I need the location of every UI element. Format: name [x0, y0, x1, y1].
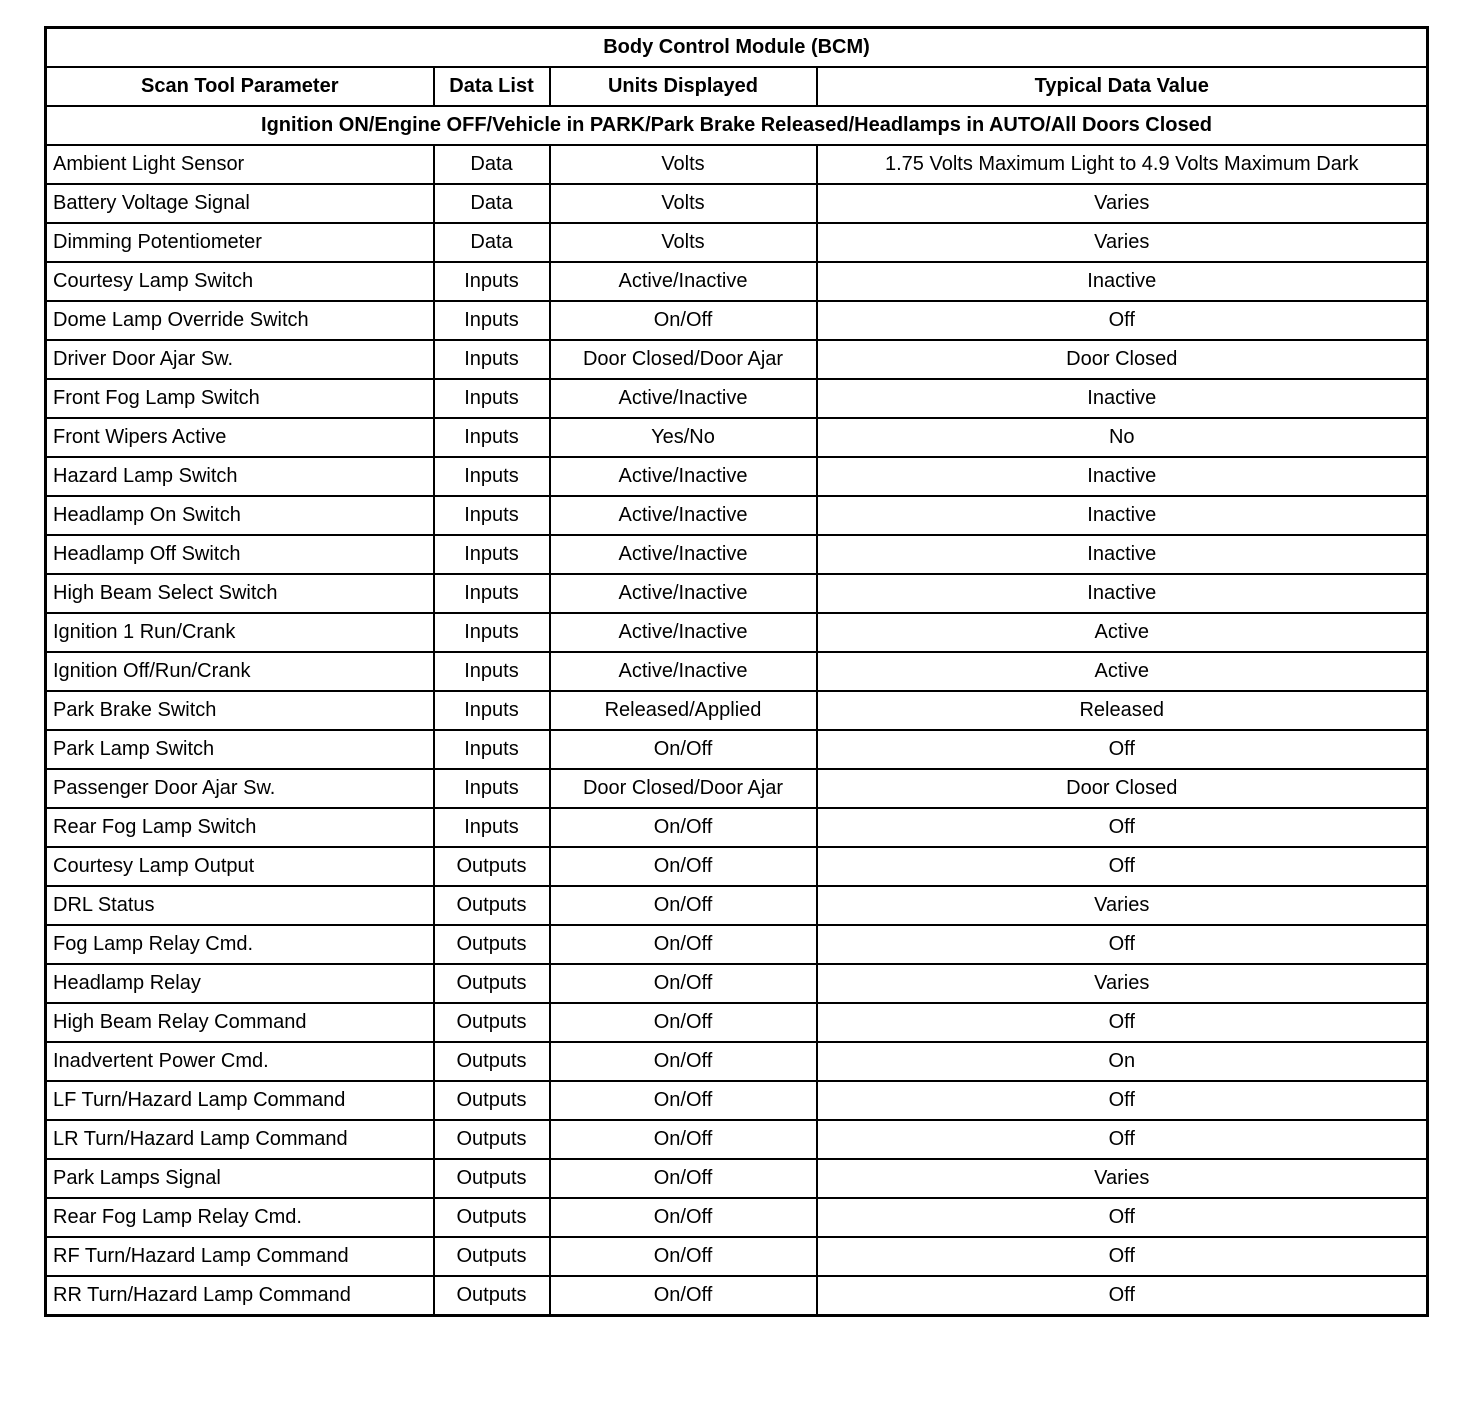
cell-value: Door Closed — [817, 340, 1428, 379]
cell-units: Door Closed/Door Ajar — [550, 769, 817, 808]
cell-data-list: Inputs — [434, 769, 550, 808]
column-header: Scan Tool Parameter — [46, 67, 434, 106]
table-row — [46, 457, 1428, 496]
cell-value: Varies — [817, 964, 1428, 1003]
cell-units: Volts — [550, 184, 817, 223]
table-row — [46, 613, 1428, 652]
cell-parameter: Courtesy Lamp Switch — [46, 262, 434, 301]
cell-parameter: Park Lamps Signal — [46, 1159, 434, 1198]
cell-units: Active/Inactive — [550, 379, 817, 418]
cell-data-list: Outputs — [434, 1198, 550, 1237]
cell-data-list: Data — [434, 145, 550, 184]
cell-value: Off — [817, 1276, 1428, 1316]
cell-units: On/Off — [550, 964, 817, 1003]
cell-value: Varies — [817, 184, 1428, 223]
table-row — [46, 535, 1428, 574]
cell-units: On/Off — [550, 1198, 817, 1237]
cell-parameter: Ambient Light Sensor — [46, 145, 434, 184]
test-conditions: Ignition ON/Engine OFF/Vehicle in PARK/Park Brake Released/Headlamps in AUTO/All Doors Closed — [46, 106, 1428, 145]
cell-data-list: Outputs — [434, 1120, 550, 1159]
column-header-row — [46, 67, 1428, 106]
table-row — [46, 574, 1428, 613]
cell-value: On — [817, 1042, 1428, 1081]
cell-units: On/Off — [550, 1276, 817, 1316]
cell-value: Inactive — [817, 574, 1428, 613]
table-row — [46, 379, 1428, 418]
cell-parameter: Battery Voltage Signal — [46, 184, 434, 223]
table-row — [46, 418, 1428, 457]
cell-units: Released/Applied — [550, 691, 817, 730]
cell-data-list: Inputs — [434, 613, 550, 652]
cell-data-list: Inputs — [434, 574, 550, 613]
cell-value: Off — [817, 1237, 1428, 1276]
cell-value: Active — [817, 652, 1428, 691]
cell-data-list: Inputs — [434, 457, 550, 496]
table-row — [46, 496, 1428, 535]
table-row — [46, 691, 1428, 730]
cell-value: Inactive — [817, 457, 1428, 496]
table-body — [46, 145, 1428, 1316]
cell-parameter: Park Lamp Switch — [46, 730, 434, 769]
table-row — [46, 340, 1428, 379]
cell-units: Volts — [550, 223, 817, 262]
cell-parameter: Dimming Potentiometer — [46, 223, 434, 262]
cell-units: Active/Inactive — [550, 496, 817, 535]
table-row — [46, 652, 1428, 691]
cell-parameter: Park Brake Switch — [46, 691, 434, 730]
cell-units: On/Off — [550, 886, 817, 925]
cell-parameter: Dome Lamp Override Switch — [46, 301, 434, 340]
cell-parameter: Rear Fog Lamp Relay Cmd. — [46, 1198, 434, 1237]
cell-parameter: Courtesy Lamp Output — [46, 847, 434, 886]
cell-parameter: RR Turn/Hazard Lamp Command — [46, 1276, 434, 1316]
cell-value: Varies — [817, 1159, 1428, 1198]
cell-value: Released — [817, 691, 1428, 730]
cell-parameter: Passenger Door Ajar Sw. — [46, 769, 434, 808]
cell-parameter: Front Fog Lamp Switch — [46, 379, 434, 418]
table-row — [46, 886, 1428, 925]
cell-units: On/Off — [550, 1003, 817, 1042]
column-header: Units Displayed — [550, 67, 817, 106]
cell-parameter: Front Wipers Active — [46, 418, 434, 457]
cell-parameter: DRL Status — [46, 886, 434, 925]
cell-value: Off — [817, 301, 1428, 340]
table-row — [46, 925, 1428, 964]
table-title-row — [46, 28, 1428, 68]
cell-value: Off — [817, 1003, 1428, 1042]
cell-units: On/Off — [550, 1120, 817, 1159]
cell-data-list: Inputs — [434, 379, 550, 418]
table-row — [46, 1237, 1428, 1276]
cell-data-list: Inputs — [434, 691, 550, 730]
cell-data-list: Inputs — [434, 730, 550, 769]
cell-value: Door Closed — [817, 769, 1428, 808]
cell-value: Off — [817, 1198, 1428, 1237]
cell-parameter: High Beam Select Switch — [46, 574, 434, 613]
cell-parameter: RF Turn/Hazard Lamp Command — [46, 1237, 434, 1276]
cell-parameter: Ignition 1 Run/Crank — [46, 613, 434, 652]
table-row — [46, 730, 1428, 769]
cell-units: Active/Inactive — [550, 613, 817, 652]
cell-data-list: Outputs — [434, 1237, 550, 1276]
cell-value: Inactive — [817, 535, 1428, 574]
table-row — [46, 1042, 1428, 1081]
cell-data-list: Inputs — [434, 535, 550, 574]
cell-parameter: Inadvertent Power Cmd. — [46, 1042, 434, 1081]
cell-units: Active/Inactive — [550, 535, 817, 574]
cell-data-list: Inputs — [434, 652, 550, 691]
cell-units: Active/Inactive — [550, 652, 817, 691]
cell-data-list: Outputs — [434, 1003, 550, 1042]
cell-units: Yes/No — [550, 418, 817, 457]
test-conditions-row — [46, 106, 1428, 145]
cell-value: Off — [817, 1081, 1428, 1120]
cell-data-list: Inputs — [434, 808, 550, 847]
cell-data-list: Outputs — [434, 1081, 550, 1120]
table-row — [46, 1276, 1428, 1316]
cell-units: Active/Inactive — [550, 262, 817, 301]
cell-parameter: Hazard Lamp Switch — [46, 457, 434, 496]
table-row — [46, 184, 1428, 223]
cell-parameter: High Beam Relay Command — [46, 1003, 434, 1042]
cell-units: On/Off — [550, 1159, 817, 1198]
cell-data-list: Outputs — [434, 964, 550, 1003]
table-row — [46, 262, 1428, 301]
table-row — [46, 808, 1428, 847]
table-row — [46, 847, 1428, 886]
cell-value: Off — [817, 730, 1428, 769]
cell-data-list: Outputs — [434, 925, 550, 964]
table-row — [46, 1003, 1428, 1042]
cell-parameter: Rear Fog Lamp Switch — [46, 808, 434, 847]
cell-units: Active/Inactive — [550, 574, 817, 613]
cell-parameter: Driver Door Ajar Sw. — [46, 340, 434, 379]
cell-value: Varies — [817, 886, 1428, 925]
cell-data-list: Inputs — [434, 496, 550, 535]
cell-data-list: Data — [434, 184, 550, 223]
cell-value: Active — [817, 613, 1428, 652]
cell-value: 1.75 Volts Maximum Light to 4.9 Volts Maximum Dark — [817, 145, 1428, 184]
cell-value: Off — [817, 925, 1428, 964]
cell-value: Inactive — [817, 262, 1428, 301]
table-row — [46, 301, 1428, 340]
table-row — [46, 964, 1428, 1003]
cell-units: Door Closed/Door Ajar — [550, 340, 817, 379]
cell-value: Varies — [817, 223, 1428, 262]
cell-units: On/Off — [550, 1042, 817, 1081]
cell-data-list: Outputs — [434, 1042, 550, 1081]
cell-parameter: Headlamp Off Switch — [46, 535, 434, 574]
cell-parameter: LF Turn/Hazard Lamp Command — [46, 1081, 434, 1120]
cell-value: Inactive — [817, 496, 1428, 535]
cell-data-list: Inputs — [434, 418, 550, 457]
table-row — [46, 769, 1428, 808]
cell-value: Off — [817, 847, 1428, 886]
cell-value: Off — [817, 1120, 1428, 1159]
cell-data-list: Outputs — [434, 847, 550, 886]
cell-value: Inactive — [817, 379, 1428, 418]
table-row — [46, 1120, 1428, 1159]
cell-data-list: Outputs — [434, 1276, 550, 1316]
cell-units: On/Off — [550, 1237, 817, 1276]
cell-data-list: Inputs — [434, 340, 550, 379]
cell-value: No — [817, 418, 1428, 457]
cell-parameter: Headlamp Relay — [46, 964, 434, 1003]
cell-units: Active/Inactive — [550, 457, 817, 496]
table-row — [46, 1198, 1428, 1237]
cell-units: On/Off — [550, 730, 817, 769]
table-row — [46, 1159, 1428, 1198]
cell-data-list: Outputs — [434, 886, 550, 925]
column-header: Data List — [434, 67, 550, 106]
cell-data-list: Inputs — [434, 262, 550, 301]
cell-parameter: Headlamp On Switch — [46, 496, 434, 535]
table-row — [46, 145, 1428, 184]
cell-parameter: LR Turn/Hazard Lamp Command — [46, 1120, 434, 1159]
cell-units: On/Off — [550, 847, 817, 886]
cell-units: On/Off — [550, 1081, 817, 1120]
column-header: Typical Data Value — [817, 67, 1428, 106]
cell-data-list: Outputs — [434, 1159, 550, 1198]
cell-units: On/Off — [550, 808, 817, 847]
table-row — [46, 223, 1428, 262]
cell-value: Off — [817, 808, 1428, 847]
table-row — [46, 1081, 1428, 1120]
cell-units: On/Off — [550, 301, 817, 340]
cell-data-list: Data — [434, 223, 550, 262]
table-title: Body Control Module (BCM) — [46, 28, 1428, 68]
cell-parameter: Ignition Off/Run/Crank — [46, 652, 434, 691]
cell-units: On/Off — [550, 925, 817, 964]
cell-units: Volts — [550, 145, 817, 184]
cell-data-list: Inputs — [434, 301, 550, 340]
cell-parameter: Fog Lamp Relay Cmd. — [46, 925, 434, 964]
bcm-scan-data-table — [44, 26, 1429, 1317]
